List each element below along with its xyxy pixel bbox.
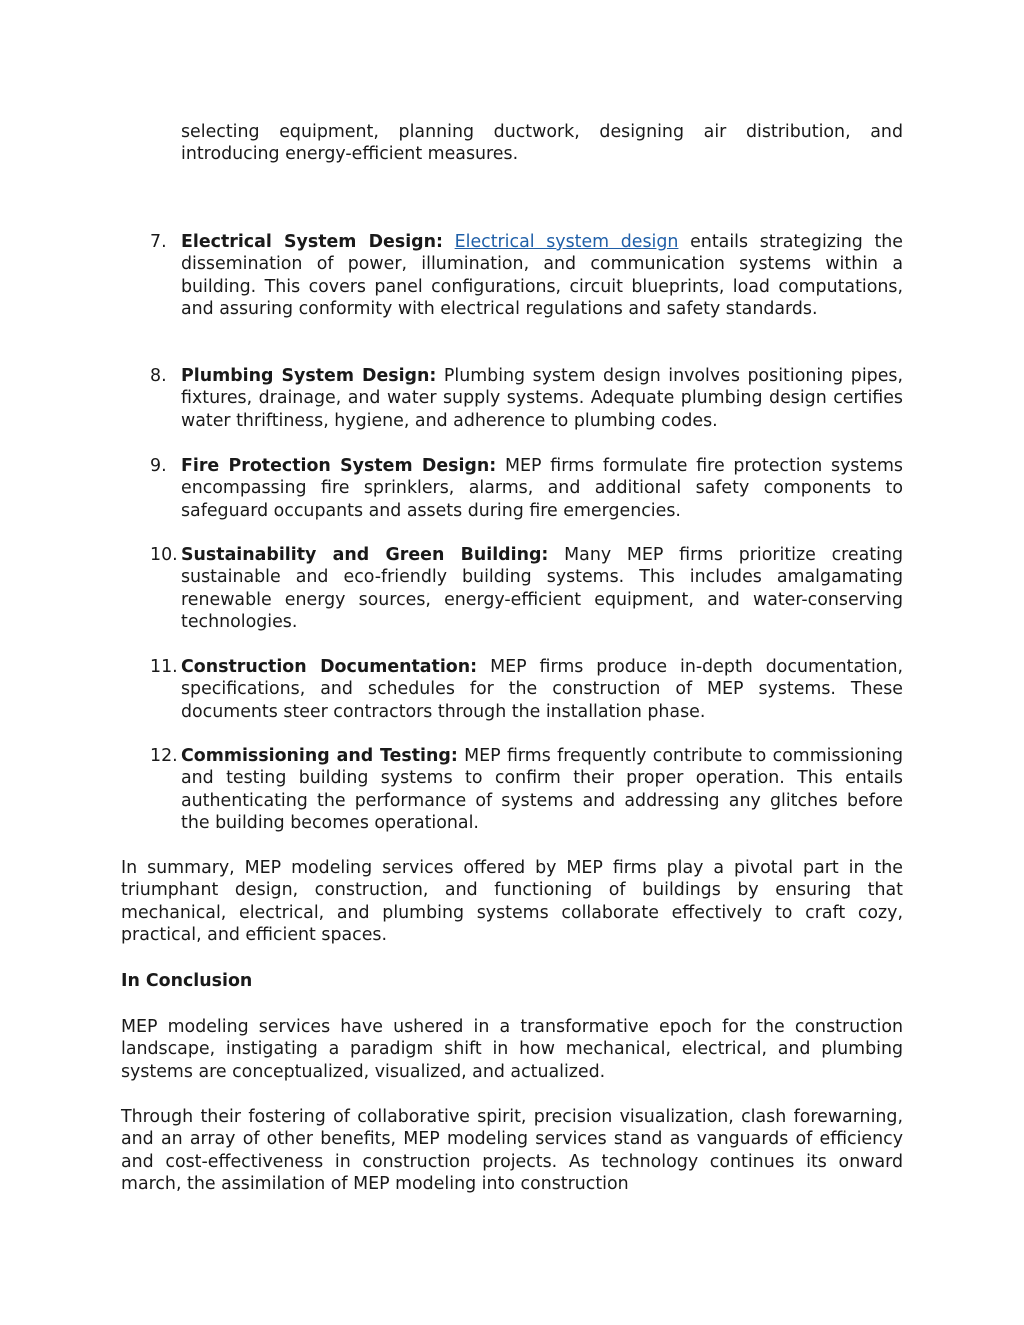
list-item-body <box>181 544 903 633</box>
electrical-system-design-link[interactable]: Electrical system design <box>454 232 679 252</box>
list-number: 11. <box>150 657 178 677</box>
list-item-body <box>181 365 903 432</box>
list-item-7 <box>150 231 903 320</box>
list-item-text: Many MEP firms prioritize creating sustainable and eco-friendly building systems. This includes amalgamating renewable energy sources, energy-efficient equipment, and water-conserving technologies. <box>181 545 903 632</box>
conclusion-heading: In Conclusion <box>121 971 253 991</box>
list-item-text: MEP firms frequently contribute to commissioning and testing building systems to confirm their proper operation. This entails authenticating the performance of systems and addressing any glitches before the building becomes operational. <box>181 746 903 833</box>
list-item-12 <box>150 745 903 834</box>
list-item-text: entails strategizing the dissemination of power, illumination, and communication systems within a building. This covers panel configurations, circuit blueprints, load computations, and assuring conformity with electrical regulations and safety standards. <box>181 232 903 319</box>
list-number: 9. <box>150 456 167 476</box>
list-item-body <box>181 231 903 320</box>
list-item-text: MEP firms produce in-depth documentation, specifications, and schedules for the construction of MEP systems. These documents steer contractors through the installation phase. <box>181 657 903 722</box>
list-number: 10. <box>150 545 178 565</box>
list-item-title: Sustainability and Green Building: <box>181 545 549 565</box>
list-number: 7. <box>150 232 167 252</box>
list-item-body <box>181 656 903 723</box>
list-item-title: Commissioning and Testing: <box>181 746 458 766</box>
list-item-title: Plumbing System Design: <box>181 366 437 386</box>
list-item-title: Electrical System Design: <box>181 232 443 252</box>
list-number: 12. <box>150 746 178 766</box>
list-item-title: Construction Documentation: <box>181 657 478 677</box>
list-number: 8. <box>150 366 167 386</box>
summary-paragraph: In summary, MEP modeling services offered by MEP firms play a pivotal part in the triumphant design, construction, and functioning of buildings by ensuring that mechanical, electrical, and plumbing systems collaborate effectively to craft cozy, practical, and efficient spaces. <box>121 858 903 945</box>
list-item-body <box>181 455 903 522</box>
list-item-8 <box>150 365 903 432</box>
conclusion-paragraph-1: MEP modeling services have ushered in a transformative epoch for the construction landscape, instigating a paradigm shift in how mechanical, electrical, and plumbing systems are conceptualized, visualized, and actualized. <box>121 1017 903 1082</box>
conclusion-paragraph-2: Through their fostering of collaborative spirit, precision visualization, clash forewarning, and an array of other benefits, MEP modeling services stand as vanguards of efficiency and cost-effectiveness in construction projects. As technology continues its onward march, the assimilation of MEP modeling into construction <box>121 1107 903 1194</box>
intro-continuation: selecting equipment, planning ductwork, designing air distribution, and introducing energy-efficient measures. <box>181 122 903 165</box>
list-item-11 <box>150 656 903 723</box>
list-item-text: Plumbing system design involves positioning pipes, fixtures, drainage, and water supply systems. Adequate plumbing design certifies water thriftiness, hygiene, and adherence to plumbing codes. <box>181 366 903 431</box>
list-item-body <box>181 745 903 834</box>
list-item-10 <box>150 544 903 633</box>
list-item-text: MEP firms formulate fire protection systems encompassing fire sprinklers, alarms, and additional safety components to safeguard occupants and assets during fire emergencies. <box>181 456 903 521</box>
list-item-9 <box>150 455 903 522</box>
list-item-title: Fire Protection System Design: <box>181 456 497 476</box>
